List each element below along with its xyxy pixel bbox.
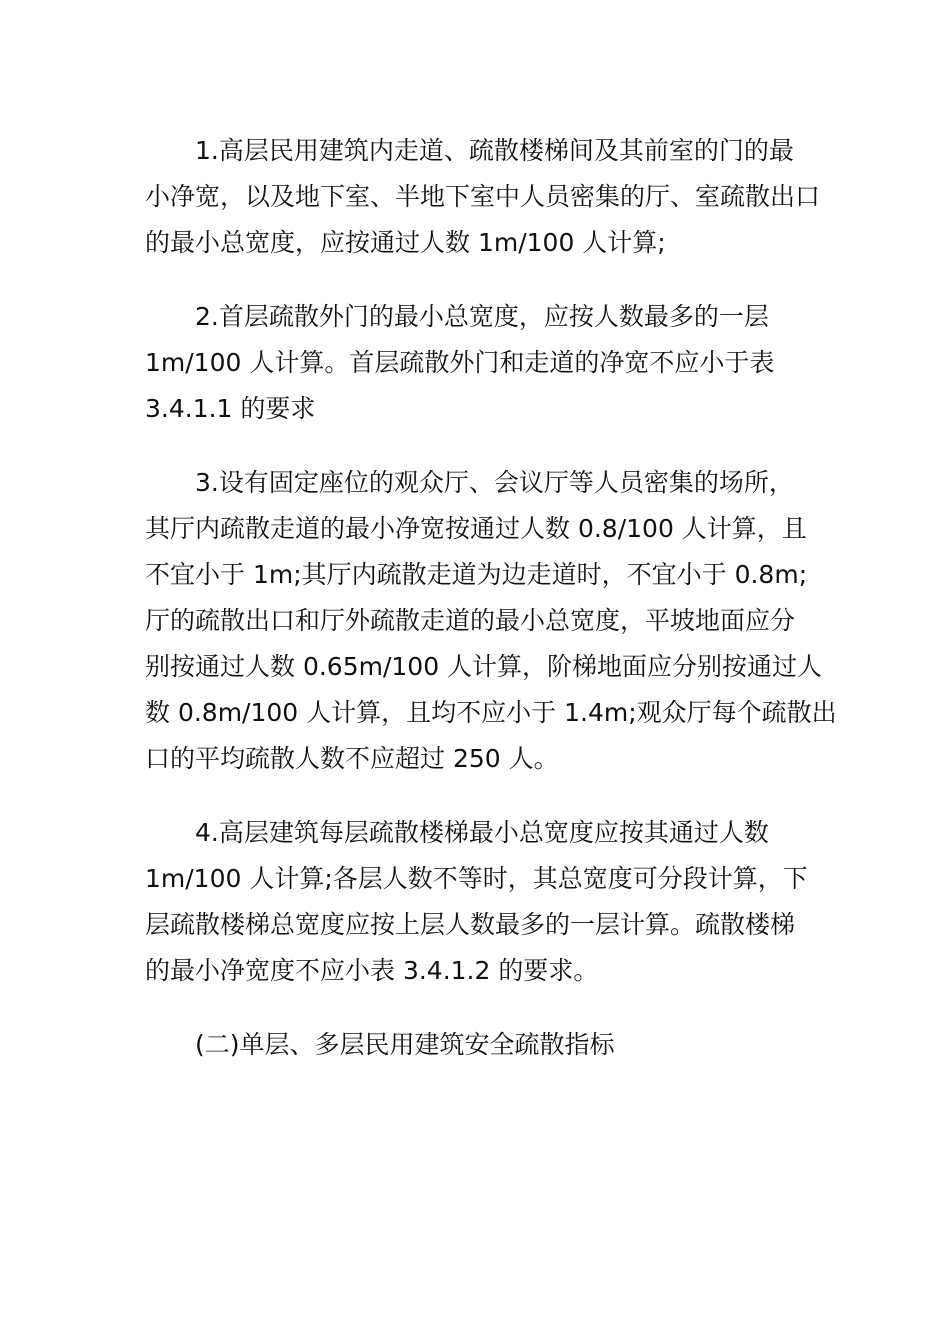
section-heading <box>145 1022 807 1068</box>
text-line: 数 0.8m/100 人计算，且均不应小于 1.4m;观众厅每个疏散出 <box>145 698 837 727</box>
document-body <box>145 128 837 1096</box>
text-line: 1m/100 人计算。首层疏散外门和走道的净宽不应小于表 <box>145 348 775 377</box>
text-line: 厅的疏散出口和厅外疏散走道的最小总宽度，平坡地面应分 <box>145 606 796 635</box>
paragraph-2 <box>145 294 807 432</box>
heading-line: (二)单层、多层民用建筑安全疏散指标 <box>195 1030 615 1059</box>
text-line: 口的平均疏散人数不应超过 250 人。 <box>145 744 559 773</box>
text-line: 4.高层建筑每层疏散楼梯最小总宽度应按其通过人数 <box>195 818 769 847</box>
paragraph-4 <box>145 810 807 994</box>
text-line: 1m/100 人计算;各层人数不等时，其总宽度可分段计算，下 <box>145 864 808 893</box>
text-line: 小净宽，以及地下室、半地下室中人员密集的厅、室疏散出口 <box>145 182 821 211</box>
text-line: 3.4.1.1 的要求 <box>145 394 316 423</box>
text-line: 不宜小于 1m;其厅内疏散走道为边走道时，不宜小于 0.8m; <box>145 560 808 589</box>
text-line: 2.首层疏散外门的最小总宽度，应按人数最多的一层 <box>195 302 769 331</box>
text-line: 层疏散楼梯总宽度应按上层人数最多的一层计算。疏散楼梯 <box>145 910 796 939</box>
text-line: 其厅内疏散走道的最小净宽按通过人数 0.8/100 人计算，且 <box>145 514 807 543</box>
text-line: 的最小净宽度不应小表 3.4.1.2 的要求。 <box>145 956 599 985</box>
paragraph-1 <box>145 128 821 266</box>
text-line: 1.高层民用建筑内走道、疏散楼梯间及其前室的门的最 <box>195 136 794 165</box>
paragraph-3 <box>145 460 837 782</box>
text-line: 3.设有固定座位的观众厅、会议厅等人员密集的场所， <box>195 468 794 497</box>
text-line: 的最小总宽度，应按通过人数 1m/100 人计算; <box>145 228 666 257</box>
text-line: 别按通过人数 0.65m/100 人计算，阶梯地面应分别按通过人 <box>145 652 823 681</box>
